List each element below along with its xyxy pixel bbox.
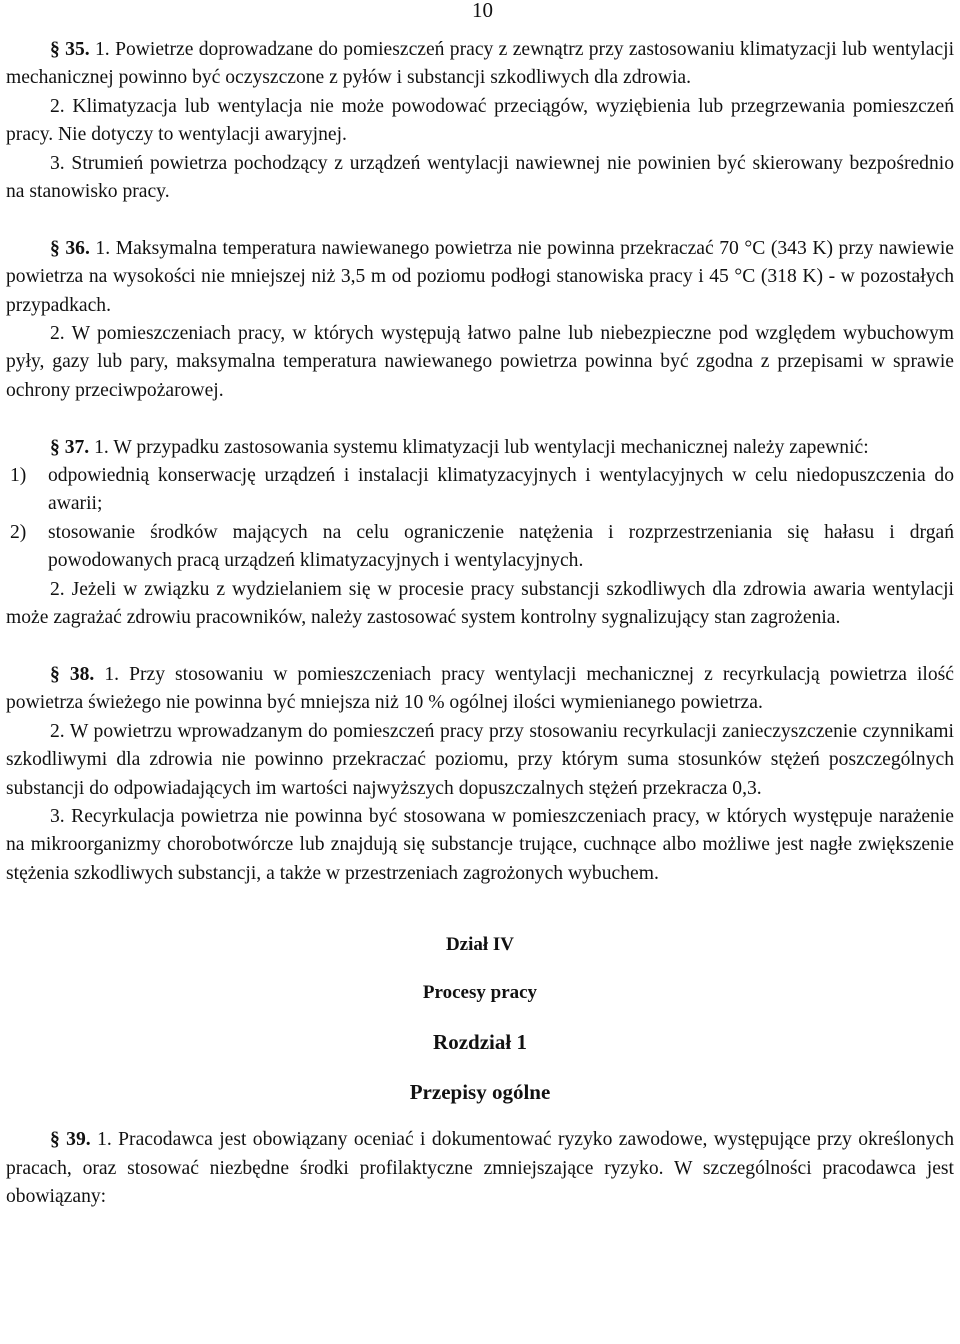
- section-35-paragraph-1: [6, 36, 954, 93]
- section-35-p1-text: Powietrze doprowadzane do pomieszczeń pracy z zewnątrz przy zastosowaniu klimatyzacji lub wentylacji mechanicznej powinno być oczyszczone z pyłów i substancji szkodliwych dla zdrowia.: [6, 39, 955, 89]
- list-item-text: odpowiednią konserwację urządzeń i instalacji klimatyzacyjnych i wentylacyjnych w celu niedopuszczenia do awarii;: [48, 465, 954, 515]
- spacer: [6, 958, 954, 980]
- chapter-title: Przepisy ogólne: [409, 1080, 551, 1105]
- section-36-p1-number: 1.: [95, 237, 111, 259]
- document-body: [6, 36, 954, 1211]
- spacer: [6, 405, 954, 433]
- section-38-paragraph-2: 2. W powietrzu wprowadzanym do pomieszczeń pracy przy stosowaniu recyrkulacji zanieczyszczenie czynnikami szkodliwymi dla zdrowia nie powinno przekraczać poziomu, przy którym suma stosunków stężeń poszczególnych substancji do odpowiadających im wartości najwyższych dopuszczalnych stężeń przekracza 0,3.: [6, 720, 954, 799]
- section-38-paragraph-1: [6, 661, 954, 718]
- list-item-number: 2): [10, 521, 27, 543]
- section-39-p1-text: Pracodawca jest obowiązany oceniać i dokumentować ryzyko zawodowe, występujące przy określonych pracach, oraz stosować niezbędne środki profilaktyczne zmniejszające ryzyko. W szczególności pracodawca jest obowiązany:: [6, 1129, 954, 1207]
- section-39-sign: § 39.: [50, 1129, 91, 1151]
- section-35-paragraph-3: 3. Strumień powietrza pochodzący z urządzeń wentylacji nawiewnej nie powinien być skierowany bezpośrednio na stanowisko pracy.: [6, 152, 954, 203]
- list-item-text: stosowanie środków mających na celu ograniczenie natężenia i rozprzestrzeniania się hałasu i drgań powodowanych pracą urządzeń klimatyzacyjnych i wentylacyjnych.: [48, 521, 954, 572]
- section-38-paragraph-3: 3. Recyrkulacja powietrza nie powinna być stosowana w pomieszczeniach pracy, w których występuje narażenie na mikroorganizmy chorobotwórcze lub znajdują się substancje trujące, cuchnące albo możliwe jest nagłe zwiększenie stężenia szkodliwych substancji, a także w przestrzeniach zagrożonych wybuchem.: [6, 805, 954, 884]
- spacer: [6, 1106, 954, 1126]
- section-35-p1-number: 1.: [95, 39, 110, 60]
- section-37-sign: § 37.: [50, 436, 90, 458]
- section-39-p1-number: 1.: [97, 1129, 112, 1151]
- spacer: [6, 888, 954, 932]
- list-item-number: 1): [10, 465, 27, 487]
- section-38-sign: § 38.: [50, 663, 95, 685]
- section-37-p1-text: W przypadku zastosowania systemu klimatyzacji lub wentylacji mechanicznej należy zapewnić:: [113, 436, 869, 458]
- page-number: 10: [472, 0, 493, 22]
- spacer: [6, 1006, 954, 1028]
- section-37-list-item-2: [6, 519, 954, 576]
- section-37-paragraph-2: 2. Jeżeli w związku z wydzielaniem się w procesie pracy substancji szkodliwych dla zdrowia awaria wentylacji może zagrażać zdrowiu pracowników, należy zastosować system kontrolny sygnalizujący stan zagrożenia.: [6, 578, 954, 629]
- section-37-p1-number: 1.: [94, 436, 109, 458]
- section-35-paragraph-2: 2. Klimatyzacja lub wentylacja nie może powodować przeciągów, wyziębienia lub przegrzewania pomieszczeń pracy. Nie dotyczy to wentylacji awaryjnej.: [6, 95, 954, 146]
- spacer: [6, 633, 954, 661]
- part-heading: Dział IV: [445, 934, 515, 956]
- section-35-sign: § 35.: [50, 39, 90, 60]
- section-36-paragraph-1: [6, 235, 954, 320]
- section-39-paragraph-1: [6, 1126, 954, 1211]
- spacer: [6, 1056, 954, 1078]
- section-37-paragraph-1: [6, 434, 954, 462]
- chapter-heading: Rozdział 1: [433, 1030, 527, 1055]
- spacer: [6, 206, 954, 234]
- section-38-p1-number: 1.: [104, 663, 120, 685]
- section-36-p1-text: Maksymalna temperatura nawiewanego powietrza nie powinna przekraczać 70 °C (343 K) przy nawiewie powietrza na wysokości nie mniejszej niż 3,5 m od poziomu podłogi stanowiska pracy i 45 °C (318 K) - w pozostałych przypadkach.: [6, 237, 955, 316]
- part-title: Procesy pracy: [422, 982, 538, 1004]
- section-38-p1-text: Przy stosowaniu w pomieszczeniach pracy wentylacji mechanicznej z recyrkulacją powietrza ilość powietrza świeżego nie powinna być mniejsza niż 10 % ogólnej ilości wymienianego powietrza.: [6, 663, 954, 714]
- section-37-list-item-1: [6, 462, 954, 519]
- section-36-sign: § 36.: [50, 237, 90, 259]
- section-36-paragraph-2: 2. W pomieszczeniach pracy, w których występują łatwo palne lub niebezpieczne pod względem wybuchowym pyły, gazy lub pary, maksymalna temperatura nawiewanego powietrza powinna być zgodna z przepisami w sprawie ochrony przeciwpożarowej.: [6, 323, 954, 401]
